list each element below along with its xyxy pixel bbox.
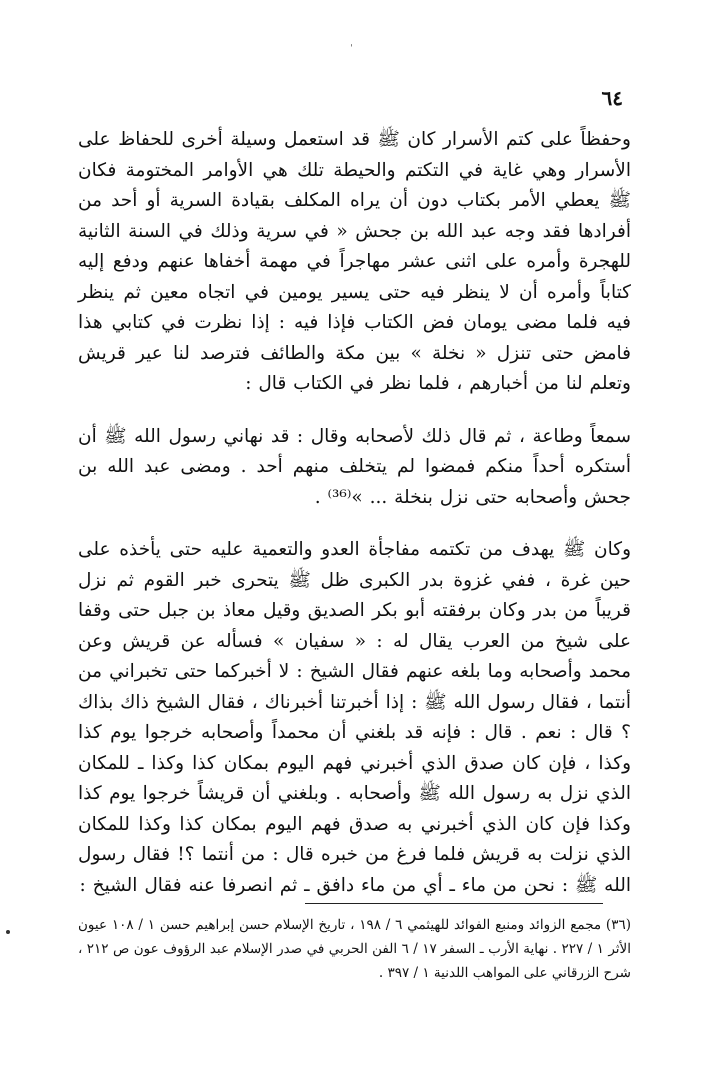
paragraph-1: وحفظاً على كتم الأسرار كان ﷺ قد استعمل وسيلة أخرى للحفاظ على الأسرار وهي غاية في التكتم والحيطة تلك هي الأوامر المختومة فكان ﷺ يعطي الأمر بكتاب دون أن يراه المكلف بقيادة السرية أو أحد من أفرادها فقد وجه عبد الله بن جحش « في سرية وذلك في السنة الثانية للهجرة وأمره على اثنى عشر مهاجراً في مهمة أخفاها عنهم ودفع إليه كتاباً وأمره أن لا ينظر فيه حتى يسير يومين في اتجاه معين ثم ينظر فيه فلما مضى يومان فض الكتاب فإذا فيه : إذا نظرت في كتابي هذا فامض حتى تنزل « نخلة » بين مكة والطائف فترصد لنا عير قريش وتعلم لنا من أخبارهم ، فلما نظر في الكتاب قال : [78, 129, 631, 394]
footnote-36: (٣٦) مجمع الزوائد ومنبع الفوائد للهيثمي ٦ / ١٩٨ ، تاريخ الإسلام حسن إبراهيم حسن ١ / ١٠٨ عيون الأثر ١ / ٢٢٧ . نهاية الأرب ـ السفر ١٧ / ٦ الفن الحربي في صدر الإسلام عبد الرؤوف عون ص ٢١٢ ، شرح الزرقاني على المواهب اللدنية ١ / ٣٩٧ . [78, 917, 632, 981]
paragraph-2: سمعاً وطاعة ، ثم قال ذلك لأصحابه وقال : قد نهاني رسول الله ﷺ أن أستكره أحداً منكم فمضوا لم يتخلف منهم أحد . ومضى عبد الله بن جحش وأصحابه حتى نزل بنخلة ... »⁽³⁶⁾ . [78, 425, 631, 508]
footnote-divider [305, 903, 603, 904]
print-mark: ˈ [350, 44, 353, 55]
paragraph-3: وكان ﷺ يهدف من تكتمه مفاجأة العدو والتعمية عليه حتى يأخذه على حين غرة ، ففي غزوة بدر الكبرى ظل ﷺ يتحرى خبر القوم ثم نزل قريباً من بدر وكان برفقته أبو بكر الصديق وقيل معاذ بن جبل حتى وقفا على شيخ من العرب يقال له : « سفيان » فسأله عن قريش وعن محمد وأصحابه وما بلغه عنهم فقال الشيخ : لا أخبركما حتى تخبراني من أنتما ، فقال رسول الله ﷺ : إذا أخبرتنا أخبرناك ، فقال الشيخ ذاك بذاك ؟ قال : نعم . قال : فإنه قد بلغني أن محمداً وأصحابه خرجوا يوم كذا وكذا ، فإن كان صدق الذي أخبرني فهم اليوم بمكان كذا وكذا ـ للمكان الذي نزل به رسول الله ﷺ وأصحابه . وبلغني أن قريشاً خرجوا يوم كذا وكذا فإن كان الذي أخبرني به صدق فهم اليوم بمكان كذا وكذا للمكان الذي نزلت به قريش فلما فرغ من خبره قال : من أنتما ؟! فقال رسول الله ﷺ : نحن من ماء ـ أي من ماء دافق ـ ثم انصرفا عنه فقال الشيخ : [78, 539, 631, 896]
page-number: ٦٤ [601, 86, 623, 110]
main-text [78, 125, 631, 901]
edge-dot [6, 930, 10, 934]
